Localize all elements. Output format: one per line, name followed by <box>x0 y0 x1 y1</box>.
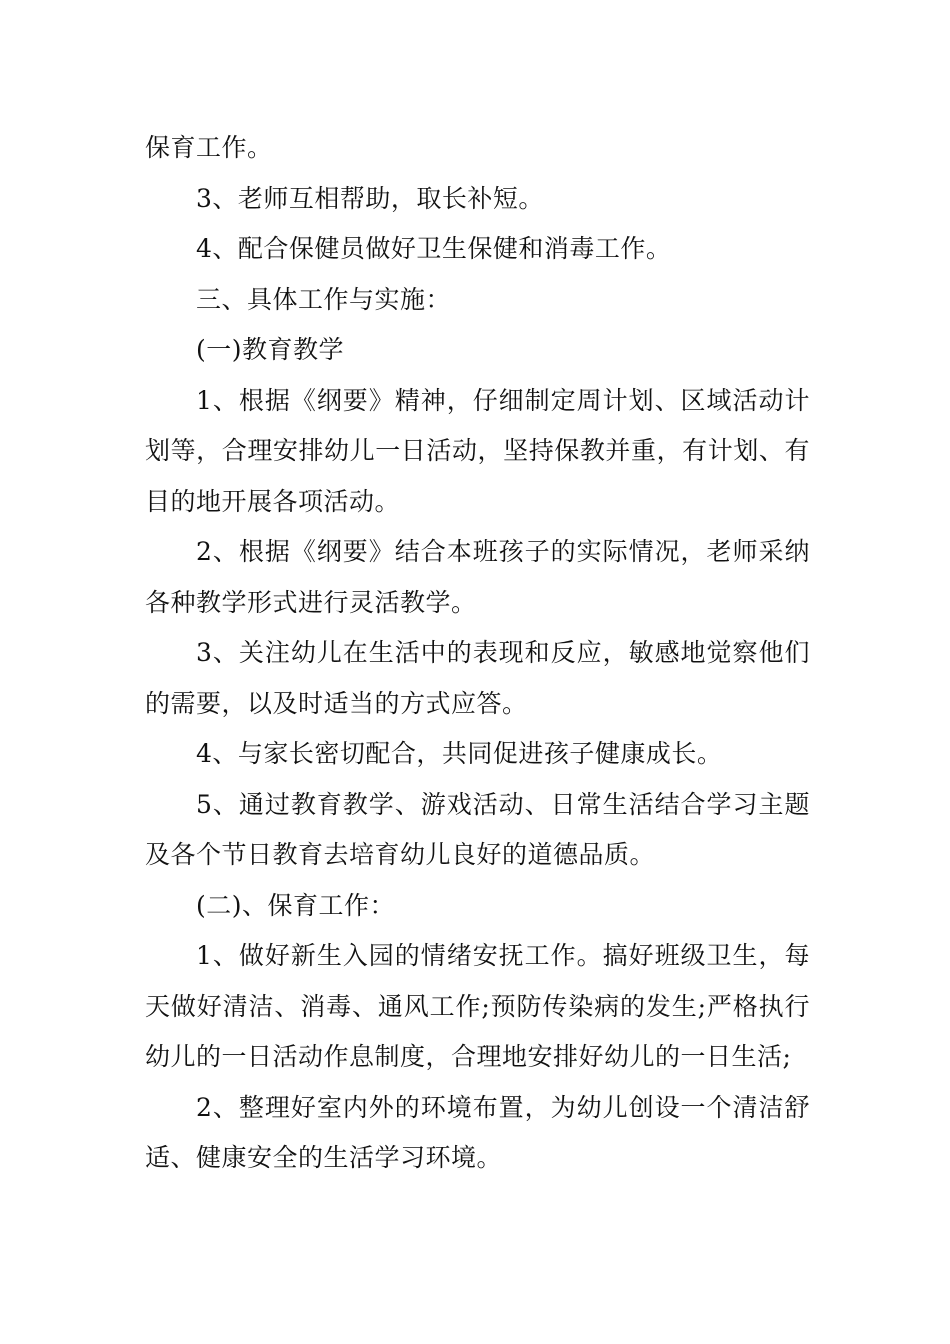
paragraph: 3、老师互相帮助，取长补短。 <box>196 183 544 213</box>
section-heading: 三、具体工作与实施： <box>196 284 452 314</box>
paragraph: 2、整理好室内外的环境布置，为幼儿创设一个清洁舒适、健康安全的生活学习环境。 <box>145 1092 810 1172</box>
paragraph: 保育工作。 <box>145 133 273 162</box>
paragraph: 5、通过教育教学、游戏活动、日常生活结合学习主题及各个节日教育去培育幼儿良好的道德品质。 <box>145 789 810 869</box>
paragraph: 1、做好新生入园的情绪安抚工作。搞好班级卫生，每天做好清洁、消毒、通风工作;预防传染病的发生;严格执行幼儿的一日活动作息制度，合理地安排好幼儿的一日生活; <box>145 941 810 1071</box>
document-body <box>145 123 810 1184</box>
subsection-heading: (一)教育教学 <box>196 335 345 364</box>
paragraph: 1、根据《纲要》精神，仔细制定周计划、区域活动计划等，合理安排幼儿一日活动，坚持保教并重，有计划、有目的地开展各项活动。 <box>145 385 810 516</box>
paragraph: 2、根据《纲要》结合本班孩子的实际情况，老师采纳各种教学形式进行灵活教学。 <box>145 537 810 617</box>
paragraph: 4、与家长密切配合，共同促进孩子健康成长。 <box>196 739 723 768</box>
subsection-heading: (二)、保育工作： <box>196 890 396 920</box>
paragraph: 4、配合保健员做好卫生保健和消毒工作。 <box>196 234 672 263</box>
paragraph: 3、关注幼儿在生活中的表现和反应，敏感地觉察他们的需要，以及时适当的方式应答。 <box>145 638 810 718</box>
